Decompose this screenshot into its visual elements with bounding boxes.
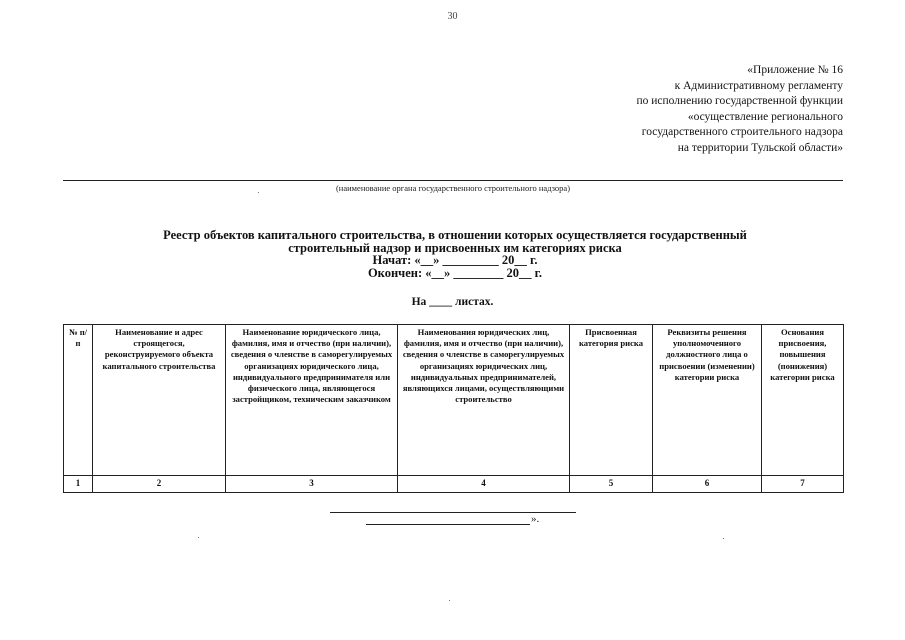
table-header-row [64, 325, 844, 476]
column-number-cell: 5 [570, 476, 653, 493]
appendix-line: по исполнению государственной функции [636, 95, 843, 108]
document-title [60, 229, 850, 279]
scan-speck [198, 537, 199, 538]
column-number-cell: 4 [398, 476, 570, 493]
appendix-line: к Административному регламенту [674, 79, 843, 92]
started-date: Начат: «__» _________ 20__ г. [372, 253, 538, 267]
ended-date: Окончен: «__» ________ 20__ г. [367, 265, 543, 280]
column-number-cell: 6 [653, 476, 762, 493]
appendix-line: «Приложение № 16 [747, 64, 843, 76]
org-name-caption: (наименование органа государственного строительного надзора) [335, 183, 571, 193]
column-header-decision: Реквизиты решения уполномоченного должностного лица о присвоении (изменении) категории риска [653, 325, 762, 476]
appendix-line: «осуществление регионального [687, 110, 843, 123]
registry-table [63, 324, 844, 493]
column-header-risk-category: Присвоенная категория риска [570, 325, 653, 476]
table-row [64, 476, 844, 493]
scan-speck [449, 600, 450, 601]
closing-quote: ». [531, 513, 540, 525]
column-number-cell: 2 [93, 476, 226, 493]
scan-speck [258, 192, 259, 193]
title-line-2: строительный надзор и присвоенных им категориях риска [288, 240, 622, 255]
column-number-cell: 7 [762, 476, 844, 493]
column-header-grounds: Основания присвоения, повышения (понижения) категории риска [762, 325, 844, 476]
column-header-builders: Наименования юридических лиц, фамилия, имя и отчество (при наличии), сведения о членстве в саморегулируемых организациях юридических лиц, индивидуальных предпринимателей, являющихся лицами, осуществляющими строительство [398, 325, 570, 476]
column-number-cell: 3 [226, 476, 398, 493]
title-line-1: Реестр объектов капитального строительства, в отношении которых осуществляется государственный [163, 228, 747, 242]
appendix-line: государственного строительного надзора [641, 126, 843, 139]
appendix-header [523, 63, 843, 157]
signature-line-short [366, 524, 530, 525]
scan-speck [723, 538, 724, 539]
column-header-number: № п/п [64, 325, 93, 476]
appendix-line: на территории Тульской области» [677, 141, 843, 154]
page-number: 30 [447, 11, 458, 22]
column-header-developer: Наименование юридического лица, фамилия, имя и отчество (при наличии), сведения о членстве в саморегулируемых организациях юридического лица, индивидуального предпринимателя или физического лица, являющегося застройщиком, техническим заказчиком [226, 325, 398, 476]
column-number-cell: 1 [64, 476, 93, 493]
sheets-count: На ____ листах. [411, 296, 494, 308]
org-name-line [63, 180, 843, 181]
column-header-object: Наименование и адрес строящегося, реконструируемого объекта капитального строительства [93, 325, 226, 476]
